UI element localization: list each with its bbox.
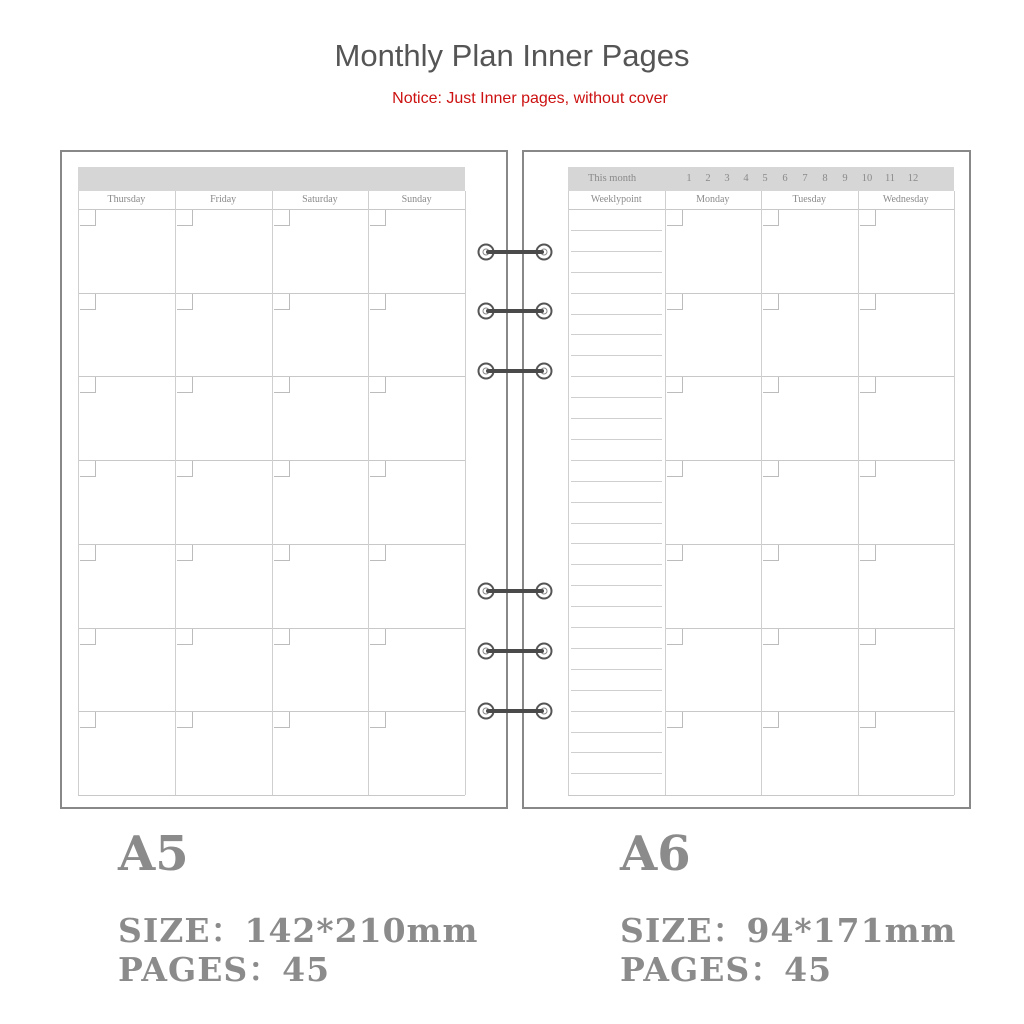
day-number-box xyxy=(860,294,876,310)
month-number: 10 xyxy=(861,173,873,184)
month-number: 5 xyxy=(762,173,768,184)
day-number-box xyxy=(80,712,96,728)
month-number: 12 xyxy=(907,173,919,184)
weeklypoint-line xyxy=(571,564,662,565)
day-number-box xyxy=(667,629,683,645)
a6-label: A6 xyxy=(620,826,691,882)
binder-ring-icon xyxy=(476,360,554,382)
weeklypoint-line xyxy=(571,606,662,607)
day-number-box xyxy=(274,629,290,645)
a5-size: SIZE：142*210mm xyxy=(118,911,479,950)
column-header: Monday xyxy=(696,194,730,205)
weeklypoint-line xyxy=(571,314,662,315)
column-header: Thursday xyxy=(107,194,146,205)
day-number-box xyxy=(763,629,779,645)
day-number-box xyxy=(177,629,193,645)
day-number-box xyxy=(763,294,779,310)
month-number: 4 xyxy=(743,173,749,184)
day-number-box xyxy=(80,629,96,645)
divider xyxy=(465,191,466,795)
day-number-box xyxy=(860,377,876,393)
a6-size: SIZE：94*171mm xyxy=(620,911,957,950)
notice-text: Notice: Just Inner pages, without cover xyxy=(392,90,668,107)
day-number-box xyxy=(860,461,876,477)
day-number-box xyxy=(667,712,683,728)
month-number: 2 xyxy=(705,173,711,184)
column-header: Weeklypoint xyxy=(590,194,642,205)
column-header: Friday xyxy=(210,194,237,205)
divider xyxy=(665,460,955,461)
weeklypoint-line xyxy=(571,230,662,231)
weeklypoint-line xyxy=(571,376,662,377)
divider xyxy=(665,628,955,629)
page-title: Monthly Plan Inner Pages xyxy=(334,38,690,73)
binder-ring-icon xyxy=(476,700,554,722)
weeklypoint-line xyxy=(571,543,662,544)
day-number-box xyxy=(667,461,683,477)
day-number-box xyxy=(860,545,876,561)
divider xyxy=(272,191,273,795)
divider xyxy=(665,191,666,795)
day-number-box xyxy=(177,545,193,561)
divider xyxy=(665,711,955,712)
day-number-box xyxy=(860,712,876,728)
day-number-box xyxy=(860,210,876,226)
day-number-box xyxy=(274,210,290,226)
column-header: Wednesday xyxy=(882,194,929,205)
day-number-box xyxy=(370,210,386,226)
weeklypoint-line xyxy=(571,397,662,398)
month-number: 11 xyxy=(884,173,896,184)
day-number-box xyxy=(80,545,96,561)
day-number-box xyxy=(80,294,96,310)
weeklypoint-line xyxy=(571,690,662,691)
day-number-box xyxy=(763,712,779,728)
day-number-box xyxy=(370,629,386,645)
day-number-box xyxy=(274,377,290,393)
weeklypoint-line xyxy=(571,272,662,273)
day-number-box xyxy=(667,210,683,226)
binder-ring-icon xyxy=(476,580,554,602)
day-number-box xyxy=(80,377,96,393)
a5-planner-page xyxy=(60,150,508,809)
day-number-box xyxy=(763,210,779,226)
month-number: 8 xyxy=(822,173,828,184)
weeklypoint-line xyxy=(571,502,662,503)
column-header: Tuesday xyxy=(792,194,827,205)
day-number-box xyxy=(274,461,290,477)
divider xyxy=(858,191,859,795)
a6-planner-page xyxy=(522,150,971,809)
day-number-box xyxy=(177,210,193,226)
this-month-label: This month xyxy=(588,173,637,184)
day-number-box xyxy=(274,294,290,310)
weeklypoint-line xyxy=(571,418,662,419)
binder-ring-icon xyxy=(476,300,554,322)
day-number-box xyxy=(370,461,386,477)
divider xyxy=(665,795,955,796)
divider xyxy=(175,191,176,795)
divider xyxy=(568,191,569,795)
month-number: 9 xyxy=(842,173,848,184)
weeklypoint-line xyxy=(571,439,662,440)
weeklypoint-line xyxy=(571,585,662,586)
divider xyxy=(665,293,955,294)
day-number-box xyxy=(274,712,290,728)
weeklypoint-line xyxy=(571,355,662,356)
day-number-box xyxy=(667,294,683,310)
divider xyxy=(665,376,955,377)
day-number-box xyxy=(860,629,876,645)
day-number-box xyxy=(763,377,779,393)
day-number-box xyxy=(370,712,386,728)
weeklypoint-line xyxy=(571,711,662,712)
weeklypoint-line xyxy=(571,627,662,628)
weeklypoint-line xyxy=(571,648,662,649)
weeklypoint-line xyxy=(571,669,662,670)
divider xyxy=(78,795,465,796)
divider xyxy=(761,191,762,795)
weeklypoint-line xyxy=(571,752,662,753)
day-number-box xyxy=(763,545,779,561)
day-number-box xyxy=(763,461,779,477)
day-number-box xyxy=(667,545,683,561)
weeklypoint-line xyxy=(571,773,662,774)
day-number-box xyxy=(667,377,683,393)
day-number-box xyxy=(370,377,386,393)
a5-pages: PAGES：45 xyxy=(118,950,331,989)
day-number-box xyxy=(177,377,193,393)
day-number-box xyxy=(370,545,386,561)
day-number-box xyxy=(177,461,193,477)
binder-ring-icon xyxy=(476,640,554,662)
day-number-box xyxy=(177,294,193,310)
binder-ring-icon xyxy=(476,241,554,263)
weeklypoint-line xyxy=(571,523,662,524)
divider xyxy=(368,191,369,795)
divider xyxy=(568,795,665,796)
weeklypoint-line xyxy=(571,334,662,335)
divider xyxy=(78,191,79,795)
divider xyxy=(954,191,955,795)
column-header: Saturday xyxy=(302,194,338,205)
weeklypoint-line xyxy=(571,293,662,294)
a5-label: A5 xyxy=(118,826,189,882)
weeklypoint-line xyxy=(571,481,662,482)
weeklypoint-line xyxy=(571,732,662,733)
day-number-box xyxy=(177,712,193,728)
month-number: 7 xyxy=(802,173,808,184)
day-number-box xyxy=(370,294,386,310)
month-number: 3 xyxy=(724,173,730,184)
divider xyxy=(665,544,955,545)
a6-pages: PAGES：45 xyxy=(620,950,833,989)
day-number-box xyxy=(80,461,96,477)
column-header: Sunday xyxy=(401,194,432,205)
weeklypoint-line xyxy=(571,460,662,461)
weeklypoint-line xyxy=(571,251,662,252)
day-number-box xyxy=(274,545,290,561)
header-bar xyxy=(78,167,465,191)
day-number-box xyxy=(80,210,96,226)
month-number: 1 xyxy=(686,173,692,184)
month-number: 6 xyxy=(782,173,788,184)
